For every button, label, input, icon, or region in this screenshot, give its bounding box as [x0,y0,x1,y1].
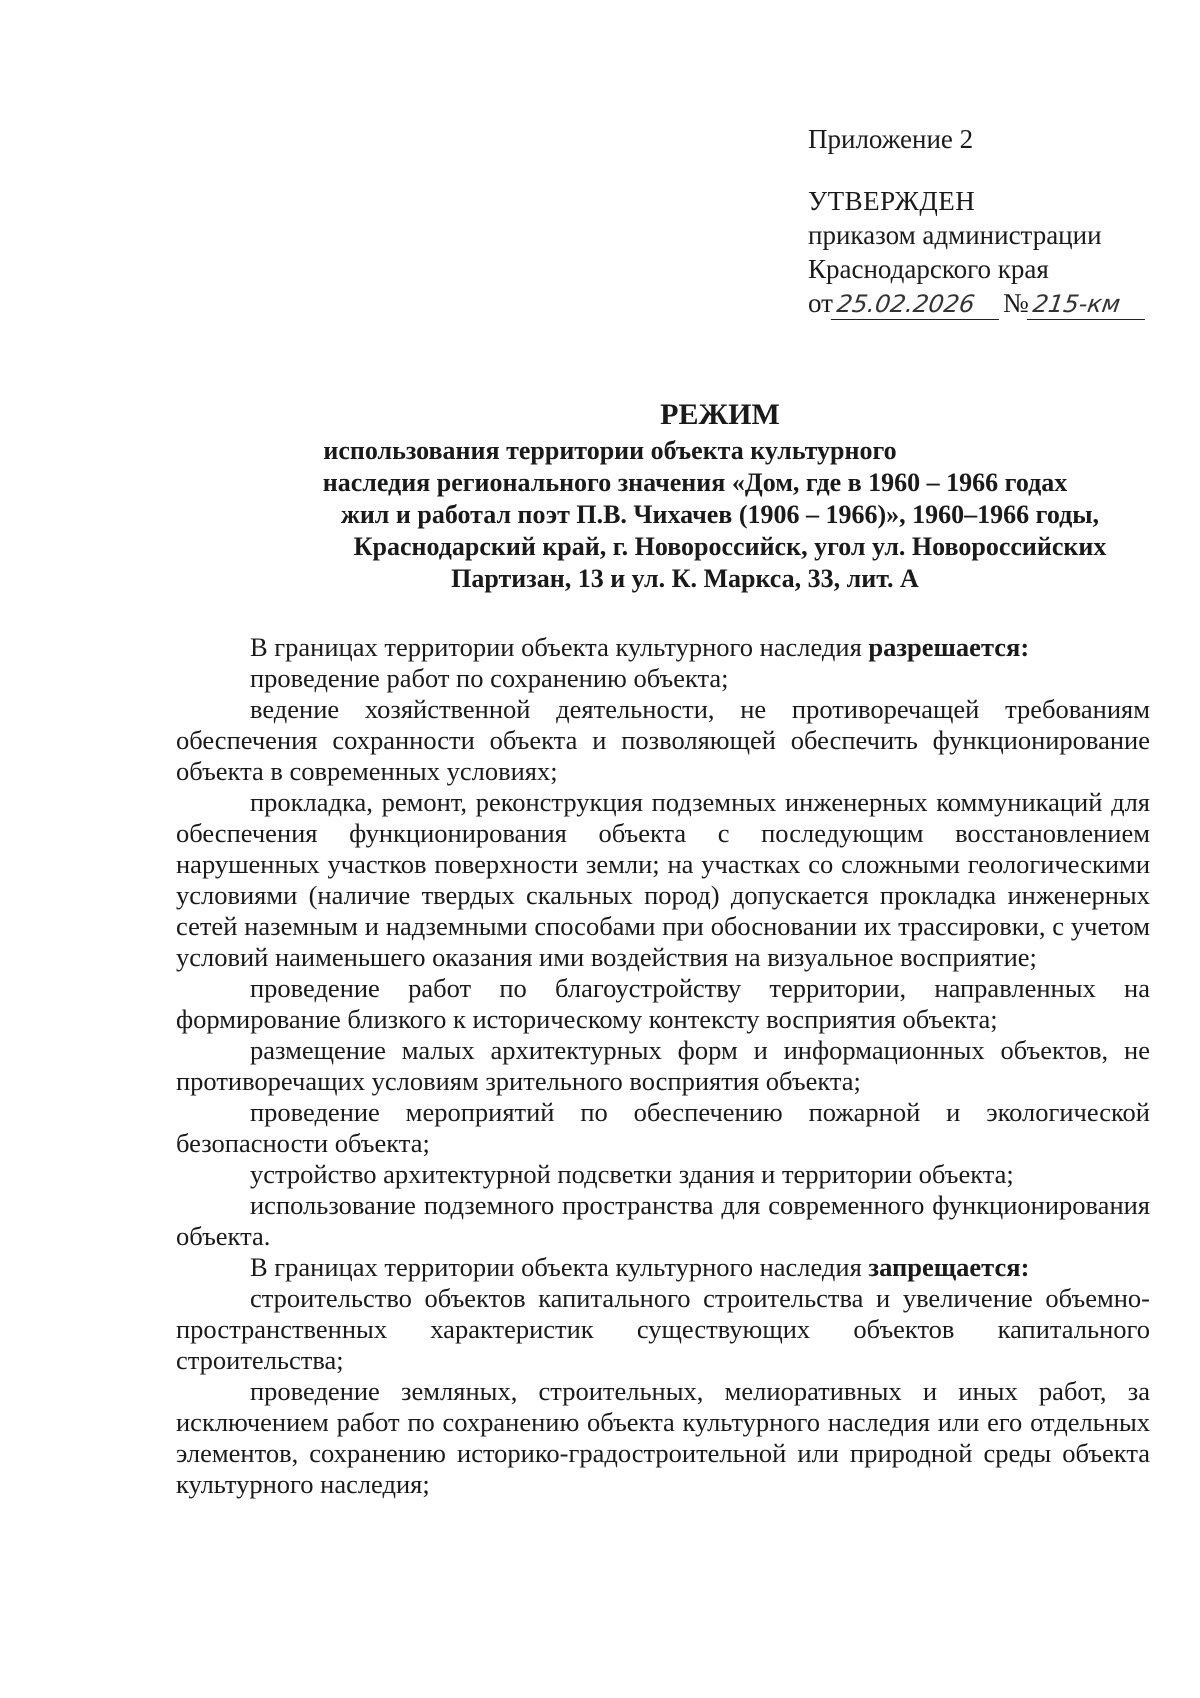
allowed-item: прокладка, ремонт, реконструкция подземных инженерных коммуникаций для обеспечения функционирования объекта с последующим восстановлением нарушенных участков поверхности земли; на участках со сложными геологическими условиями (наличие твердых скальных пород) допускается прокладка инженерных сетей наземным и надземными способами при обосновании их трассировки, с учетом условий наименьшего оказания ими воздействия на визуальное восприятие; [176,787,1150,972]
document-body [176,632,1150,1500]
subtitle-line: жил и работал поэт П.В. Чихачев (1906 – 1966)», 1960–1966 годы, [340,500,1100,529]
document-title: РЕЖИМ [660,398,780,431]
allowed-item: использование подземного пространства для современного функционирования объекта. [176,1190,1150,1251]
forbidden-item: строительство объектов капитального строительства и увеличение объемно-пространственных характеристик существующих объектов капитального строительства; [176,1283,1150,1375]
allowed-item: проведение мероприятий по обеспечению пожарной и экологической безопасности объекта; [176,1097,1150,1158]
subtitle-line: Краснодарский край, г. Новороссийск, угол ул. Новороссийских [353,532,1107,561]
appendix-label: Приложение 2 [808,124,974,154]
forbidden-intro [176,1252,1150,1283]
allowed-intro-text: В границах территории объекта культурного наследия [250,632,869,662]
allowed-item: проведение работ по сохранению объекта; [250,663,729,693]
date-prefix: от [808,288,833,318]
subtitle-line: наследия регионального значения «Дом, где в 1960 – 1966 годах [322,468,1068,497]
subtitle-line: Партизан, 13 и ул. К. Маркса, 33, лит. А [451,564,919,593]
allowed-intro-keyword: разрешается: [868,632,1030,662]
approval-date-number-line [808,286,1168,320]
allowed-item: устройство архитектурной подсветки здания и территории объекта; [250,1159,1014,1189]
document-title-block [170,397,1150,595]
forbidden-intro-text: В границах территории объекта культурного наследия [250,1252,869,1282]
approved-stamp-title: УТВЕРЖДЕН [808,186,976,216]
forbidden-item: проведение земляных, строительных, мелиоративных и иных работ, за исключением работ по сохранению объекта культурного наследия или его отдельных элементов, сохранению историко-градостроительной или природной среды объекта культурного наследия; [176,1376,1150,1499]
handwritten-date: 25.02.2026 [831,289,1003,320]
handwritten-number: 215-км [1027,289,1149,320]
allowed-item: размещение малых архитектурных форм и информационных объектов, не противоречащих условиям зрительного восприятия объекта; [176,1035,1150,1096]
forbidden-intro-keyword: запрещается: [868,1252,1030,1282]
allowed-intro [176,632,1150,663]
number-prefix: № [1002,288,1029,318]
approval-region-line: Краснодарского края [808,254,1049,284]
approval-order-line: приказом администрации [808,220,1102,250]
allowed-item: проведение работ по благоустройству территории, направленных на формирование близкого к историческому контексту восприятия объекта; [176,973,1150,1034]
approval-block [808,122,1168,320]
allowed-item: ведение хозяйственной деятельности, не противоречащей требованиям обеспечения сохранности объекта и позволяющей обеспечить функционирование объекта в современных условиях; [176,694,1150,786]
subtitle-line: использования территории объекта культурного [323,436,897,465]
document-subtitle [170,435,1150,595]
